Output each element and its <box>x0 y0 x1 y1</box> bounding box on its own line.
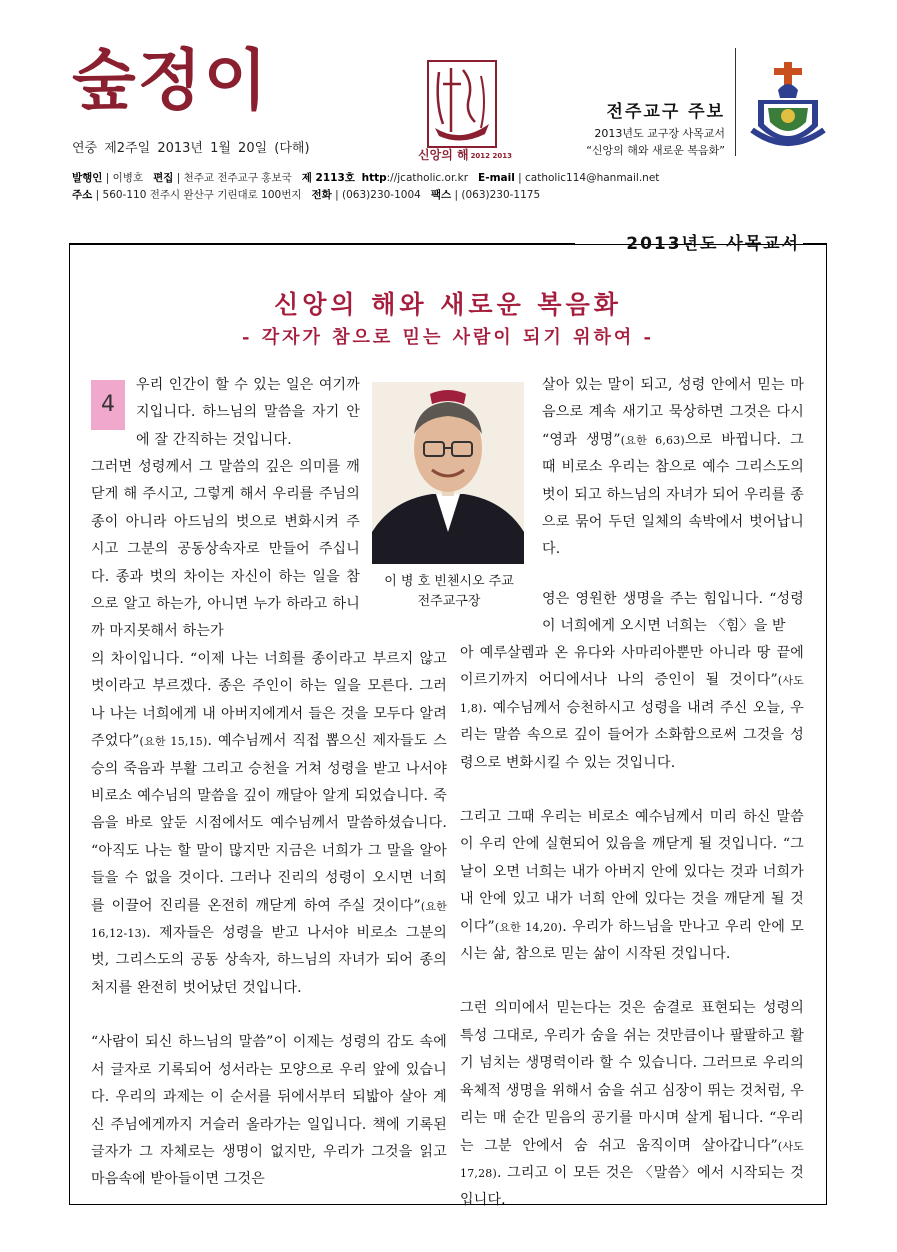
photo-caption <box>360 572 538 612</box>
article-title: 신앙의 해와 새로운 복음화 <box>274 290 622 319</box>
photo-caption-title: 전주교구장 <box>417 594 481 609</box>
paragraph: 영은 영원한 생명을 주는 힘입니다. “성령이 너희에게 오시면 너희는 〈힘〉을 받 <box>542 591 804 635</box>
paragraph: “사람이 되신 하느님의 말씀”이 이제는 성령의 감도 속에서 글자로 기록되어 성서라는 모양으로 우리 앞에 있습니다. 우리의 과제는 이 순서를 뒤에서부터 되밟아 살아 계신 주님에게까지 거슬러 올라가는 일입니다. 책에 기록된 글자가 그 자체로는 생명이 없지만, 우리가 그것을 읽고 마음속에 받아들이면 그것은 <box>91 1034 447 1188</box>
boat-cross-icon <box>429 62 495 146</box>
year-logo-years: 2012 2013 <box>470 151 512 160</box>
text: . 우리가 하느님을 만나고 우리 안에 모시는 삶, 참으로 믿는 삶이 시작된 것입니다. <box>460 918 804 963</box>
fax-label: 팩스 <box>430 189 452 201</box>
paragraph <box>542 372 804 564</box>
photo-caption-name: 이 병 호 빈첸시오 주교 <box>384 574 514 589</box>
section-rule-right <box>803 243 827 245</box>
crest-icon <box>748 60 828 154</box>
paragraph <box>91 646 447 1002</box>
bulletin-subtitle-1: 2013년도 교구장 사목교서 <box>594 127 725 140</box>
email-label: E-mail <box>478 172 515 184</box>
portrait-icon <box>372 382 524 564</box>
pubinfo-line-2: 주소 | 560-110 전주시 완산구 기린대로 100번지 전화 | (063)230-1004 팩스 | (063)230-1175 <box>72 189 541 201</box>
scripture-reference: (사도 17,28) <box>460 1139 804 1180</box>
year-of-faith-logo <box>427 60 497 148</box>
column-1-lower <box>91 646 447 1194</box>
fax: (063)230-1175 <box>461 189 541 201</box>
diocese-crest <box>748 60 828 154</box>
publisher: 이병호 <box>112 172 144 184</box>
issue-number: 제 2113호 <box>301 172 355 184</box>
bulletin-name: 전주교구 주보 <box>606 102 725 122</box>
bishop-photo <box>372 382 524 564</box>
text: 그런 의미에서 믿는다는 것은 숨결로 표현되는 성령의 특성 그대로, 우리가 숨을 쉬는 것만큼이나 팔팔하고 활기 넘치는 생명력이라 할 수 있습니다. 그러므로 우리의 육체적 생명을 위해서 숨을 쉬고 심장이 뛰는 것처럼, 우리는 매 순간 믿음의 공기를 마시며 살게 됩니다. “우리는 그분 안에서 숨 쉬고 움직이며 살아갑니다” <box>460 1000 804 1154</box>
bulletin-subtitle-2: “신앙의 해와 새로운 복음화” <box>586 144 725 157</box>
year-logo-caption-text: 신앙의 해 <box>418 148 469 162</box>
editor: 천주교 전주교구 홍보국 <box>183 172 292 184</box>
publisher-label: 발행인 <box>72 172 103 184</box>
text: 의 차이입니다. “이제 나는 너희를 종이라고 부르지 않고 벗이라고 부르겠다. 종은 주인이 하는 일을 모른다. 그러나 나는 너희에게 내 아버지에게서 들은 것을 모두다 알려 주었다” <box>91 651 447 750</box>
column-2-lower <box>460 640 804 1215</box>
email-link[interactable]: catholic114@hanmail.net <box>525 172 660 184</box>
text: 아 예루살렘과 온 유다와 사마리아뿐만 아니라 땅 끝에 이르기까지 어디에서나 나의 증인이 될 것이다” <box>460 645 804 689</box>
text: . 예수님께서 직접 뽑으신 제자들도 스승의 죽음과 부활 그리고 승천을 거쳐 성령을 받고 나서야 비로소 예수님의 말씀을 깊이 깨달아 알게 되었습니다. 죽음을 바로 앞둔 시점에서도 예수님께서 말씀하셨습니다. “아직도 나는 할 말이 많지만 지금은 너희가 그 말을 알아들을 수 없을 것이다. 그러나 진리의 성령이 오시면 너희를 이끌어 진리를 온전히 깨닫게 하여 주실 것이다” <box>91 733 447 914</box>
text: . 그리고 이 모든 것은 〈말씀〉에서 시작되는 것입니다. <box>460 1164 804 1209</box>
article-subtitle: - 각자가 참으로 믿는 사람이 되기 위하여 - <box>241 327 654 348</box>
column-2-middle <box>542 586 804 641</box>
scripture-reference: (요한 16,12-13) <box>91 899 447 941</box>
scripture-reference: (요한 6,63) <box>620 433 685 447</box>
text: 그리고 그때 우리는 비로소 예수님께서 미리 하신 말씀이 우리 안에 실현되어 있음을 깨닫게 될 것입니다. “그 날이 오면 너희는 내가 아버지 안에 있다는 것과 너희가 내 안에 있고 내가 너희 안에 있다는 것을 깨닫게 될 것이다” <box>460 809 804 935</box>
editor-label: 편집 <box>153 172 174 184</box>
phone-label: 전화 <box>311 189 332 201</box>
column-2-upper <box>542 372 804 564</box>
address-label: 주소 <box>72 189 93 201</box>
text: . 제자들은 성령을 받고 나서야 비로소 그분의 벗, 그리스도의 공동 상속자, 하느님의 자녀가 되어 종의 처지를 완전히 벗어났던 것입니다. <box>91 925 447 996</box>
page-number-dropcap: 4 <box>91 380 125 430</box>
masthead-divider <box>735 48 736 156</box>
scripture-reference: (요한 14,20) <box>494 920 563 934</box>
address: 560-110 전주시 완산구 기린대로 100번지 <box>102 189 302 201</box>
scripture-reference: (사도 1,8) <box>460 674 804 715</box>
paragraph: 우리 인간이 할 수 있는 일은 여기까지입니다. 하느님의 말씀을 자기 안에 잘 간직하는 것입니다. <box>136 377 360 448</box>
text: 으로 바뀝니다. 그 때 비로소 우리는 참으로 예수 그리스도의 벗이 되고 하느님의 자녀가 되어 우리를 종으로 묶어 두던 일체의 속박에서 벗어납니다. <box>542 431 804 558</box>
issue-date-line: 연중 제2주일 2013년 1월 20일 (다해) <box>72 141 310 156</box>
paragraph <box>460 995 804 1214</box>
publication-info <box>72 170 659 204</box>
column-1-body <box>91 454 360 646</box>
paragraph: 그러면 성령께서 그 말씀의 깊은 의미를 깨닫게 해 주시고, 그렇게 해서 우리를 주님의 종이 아니라 아드님의 벗으로 변화시켜 주시고 그분의 공동상속자로 만들어 주십니다. 종과 벗의 차이는 자신이 하는 일을 참으로 알고 하는가, 아니면 누가 하라고 하니까 마지못해서 하는가 <box>91 459 360 640</box>
section-title: 2013년도 사목교서 <box>626 234 800 254</box>
phone: (063)230-1004 <box>342 189 421 201</box>
paragraph <box>460 804 804 968</box>
masthead-title: 숲정이 <box>72 42 270 119</box>
text: 살아 있는 말이 되고, 성령 안에서 믿는 마음으로 계속 새기고 묵상하면 그것은 다시 “영과 생명” <box>542 377 804 448</box>
paragraph <box>460 640 804 777</box>
web-label: http <box>361 172 387 184</box>
section-rule-left <box>69 243 575 244</box>
year-of-faith-caption <box>410 146 520 163</box>
column-1-intro <box>136 372 360 454</box>
website-link[interactable]: ://jcatholic.or.kr <box>386 172 469 184</box>
text: . 예수님께서 승천하시고 성령을 내려 주신 오늘, 우리는 말씀 속으로 깊이 들어가 소화함으로써 그것을 성령으로 변화시킬 수 있는 것입니다. <box>460 699 804 771</box>
scripture-reference: (요한 15,15) <box>139 735 208 749</box>
pubinfo-line-1: 발행인 | 이병호 편집 | 천주교 전주교구 홍보국 제 2113호 http://jcatholic.or.kr E-mail | catholic114@hanmail.net <box>72 172 660 184</box>
